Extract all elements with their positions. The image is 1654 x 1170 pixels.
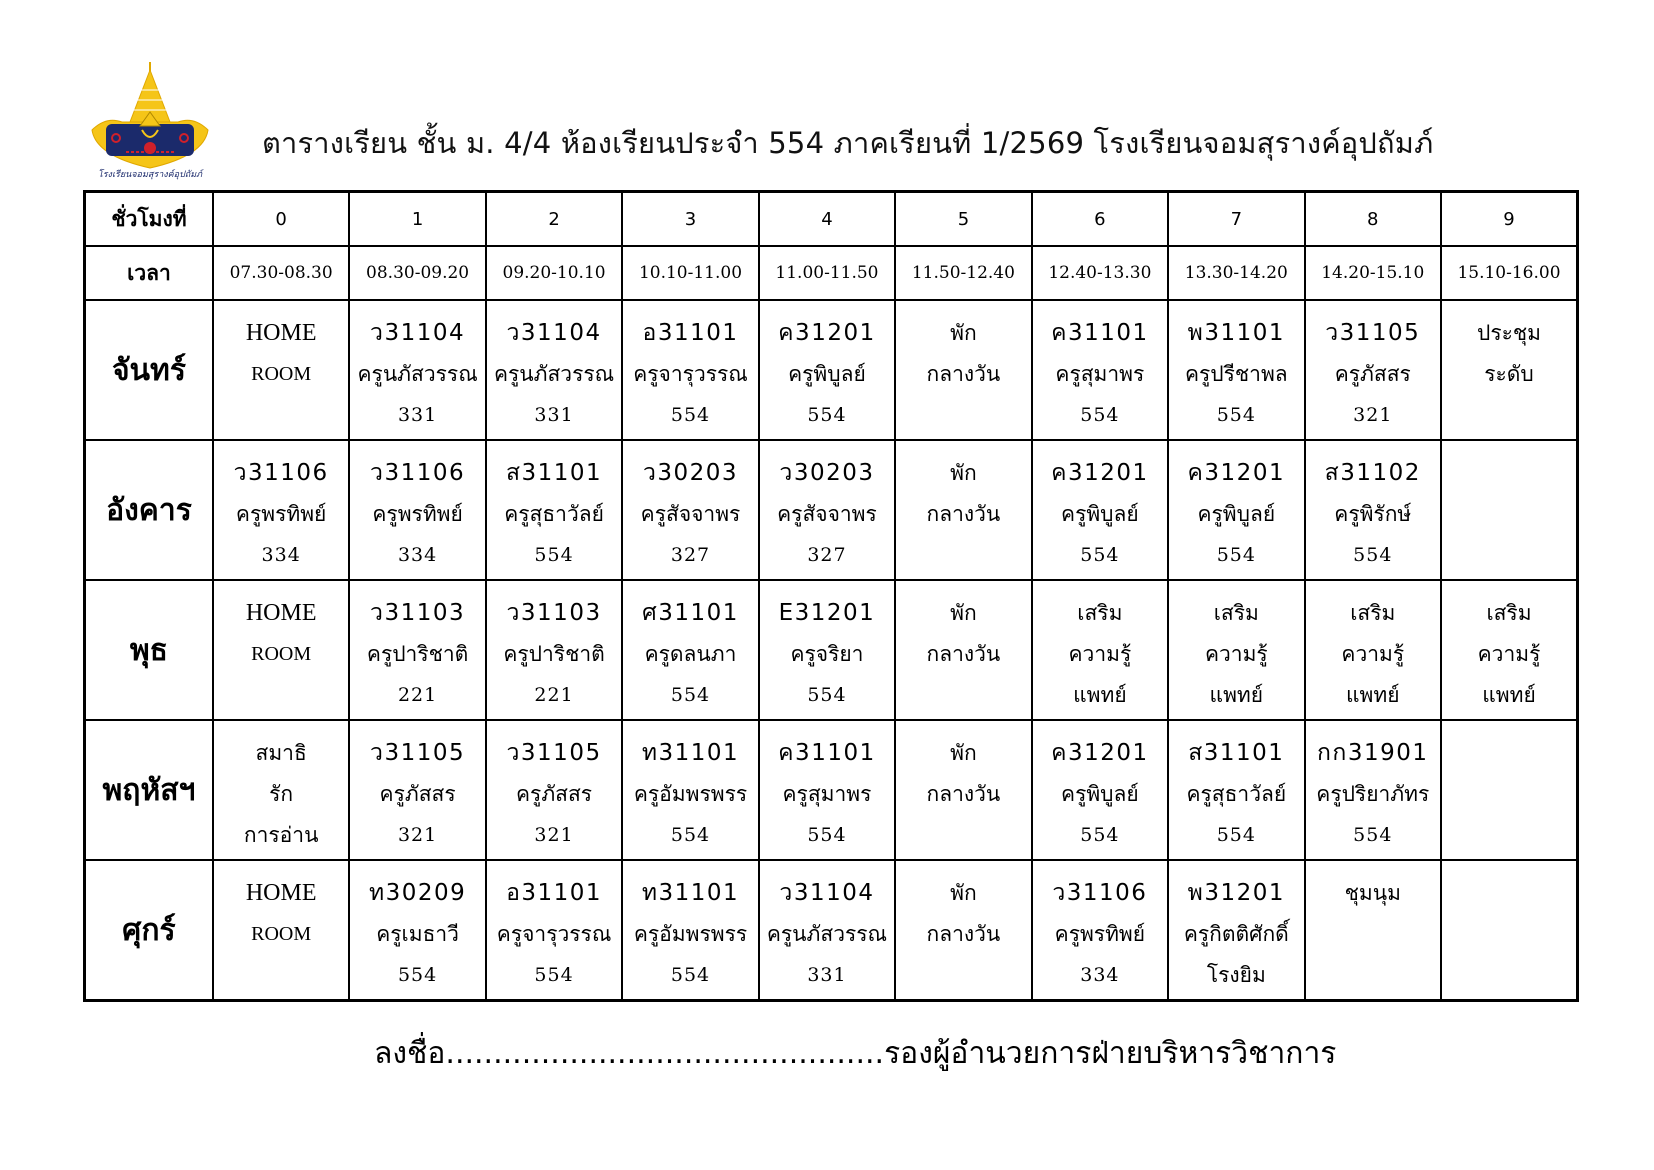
cell-content	[487, 721, 621, 856]
cell-content	[1442, 301, 1576, 436]
teacher-name: ครูจารุวรรณ	[633, 362, 748, 386]
schedule-cell	[213, 580, 349, 720]
schedule-cell	[895, 580, 1031, 720]
cell-content	[350, 581, 484, 716]
room-number: 321	[1353, 404, 1393, 426]
room-number: แพทย์	[1346, 683, 1400, 707]
subject-code: พัก	[950, 601, 977, 625]
teacher-name: ครูปาริชาติ	[366, 642, 469, 666]
schedule-cell	[486, 440, 622, 580]
schedule-cell	[349, 720, 485, 860]
teacher-name: ครูภัสสร	[516, 782, 593, 806]
schedule-cell	[1168, 720, 1304, 860]
teacher-name: ROOM	[251, 363, 312, 385]
period-number: 1	[349, 192, 485, 247]
time-slot: 15.10-16.00	[1441, 246, 1578, 300]
subject-code: อ31101	[642, 320, 739, 346]
subject-code: ประชุม	[1477, 321, 1541, 345]
teacher-name: ครูพิรักษ์	[1334, 502, 1412, 526]
cell-content	[623, 861, 757, 996]
room-number: 554	[1216, 824, 1256, 846]
subject-code: ค31201	[1187, 460, 1286, 486]
room-number: 554	[534, 964, 574, 986]
teacher-name: กลางวัน	[926, 642, 1001, 666]
cell-content	[760, 581, 894, 716]
subject-code: อ31101	[506, 880, 603, 906]
room-number: 221	[534, 684, 574, 706]
teacher-name: กลางวัน	[926, 502, 1001, 526]
page-title: ตารางเรียน ชั้น ม. 4/4 ห้องเรียนประจำ 554 ภาคเรียนที่ 1/2569 โรงเรียนจอมสุรางค์อุปถัมภ์	[262, 126, 1434, 160]
period-number: 6	[1032, 192, 1168, 247]
cell-content	[1033, 581, 1167, 716]
room-number: 554	[1080, 404, 1120, 426]
subject-code: ว30203	[779, 460, 875, 486]
room-number: การอ่าน	[243, 823, 319, 847]
room-number: 327	[807, 544, 847, 566]
schedule-cell	[1168, 300, 1304, 440]
time-label: เวลา	[85, 246, 213, 300]
time-header-row	[85, 246, 1578, 300]
teacher-name: ระดับ	[1484, 362, 1534, 386]
subject-code: ว31105	[1325, 320, 1421, 346]
subject-code: ค31101	[778, 740, 876, 766]
room-number: 554	[670, 824, 711, 846]
teacher-name: กลางวัน	[926, 922, 1001, 946]
day-row	[85, 580, 1578, 720]
subject-code: ว31104	[370, 320, 466, 346]
schedule-cell	[622, 440, 758, 580]
period-label: ชั่วโมงที่	[85, 192, 213, 247]
cell-content	[1169, 721, 1303, 856]
cell-content	[1442, 441, 1576, 576]
subject-code: E31201	[778, 600, 876, 626]
cell-content	[1033, 861, 1167, 996]
schedule-cell	[1032, 720, 1168, 860]
schedule-cell	[1305, 580, 1441, 720]
period-number: 8	[1305, 192, 1441, 247]
subject-code: สมาธิ	[255, 741, 307, 765]
schedule-cell	[486, 580, 622, 720]
teacher-name: ครูปรีชาพล	[1184, 362, 1288, 386]
cell-content	[214, 861, 348, 996]
teacher-name: ครูปริยาภัทร	[1316, 782, 1430, 806]
schedule-cell	[1441, 300, 1578, 440]
subject-code: เสริม	[1350, 601, 1396, 625]
teacher-name: ครูจารุวรรณ	[496, 922, 612, 946]
cell-content	[487, 441, 621, 576]
teacher-name: ครูปาริชาติ	[503, 642, 605, 666]
period-number: 4	[759, 192, 895, 247]
teacher-name: ครูสุธาวัลย์	[1186, 782, 1287, 806]
schedule-cell	[213, 720, 349, 860]
subject-code: ท30209	[368, 880, 467, 906]
period-header-row	[85, 192, 1578, 247]
room-number: โรงยิม	[1206, 963, 1266, 987]
schedule-cell	[1305, 300, 1441, 440]
cell-content	[1169, 441, 1303, 576]
subject-code: พัก	[950, 461, 977, 485]
subject-code: ว31106	[1052, 880, 1148, 906]
subject-code: HOME	[245, 320, 317, 346]
room-number: 334	[261, 544, 301, 566]
day-row	[85, 860, 1578, 1001]
schedule-cell	[349, 300, 485, 440]
subject-code: พ31201	[1187, 880, 1285, 906]
teacher-name: ความรู้	[1341, 642, 1405, 666]
room-number: 331	[534, 404, 574, 426]
teacher-name: ครูนภัสวรรณ	[357, 362, 478, 386]
cell-content	[214, 301, 348, 436]
teacher-name: ROOM	[251, 923, 312, 945]
room-number: 334	[1080, 964, 1120, 986]
room-number: 554	[534, 544, 574, 566]
teacher-name: ครูสุธาวัลย์	[504, 502, 604, 526]
teacher-name: ครูพิบูลย์	[788, 362, 866, 386]
teacher-name: ครูสัจจาพร	[777, 502, 877, 526]
time-slot: 13.30-14.20	[1168, 246, 1304, 300]
room-number: 554	[397, 964, 438, 986]
schedule-cell	[1032, 440, 1168, 580]
cell-content	[760, 721, 894, 856]
room-number: 327	[670, 544, 711, 566]
cell-content	[896, 441, 1030, 576]
schedule-cell	[213, 300, 349, 440]
cell-content	[1169, 861, 1303, 996]
teacher-name: ครูเมธาวี	[376, 922, 459, 946]
schedule-cell	[1441, 440, 1578, 580]
room-number: 321	[397, 824, 438, 846]
schedule-cell	[759, 580, 895, 720]
schedule-cell	[1441, 720, 1578, 860]
subject-code: ชุมนุม	[1344, 881, 1401, 905]
cell-content	[896, 581, 1030, 716]
time-slot: 07.30-08.30	[213, 246, 349, 300]
schedule-cell	[349, 440, 485, 580]
subject-code: ว31106	[233, 460, 329, 486]
schedule-cell	[759, 300, 895, 440]
schedule-cell	[1305, 440, 1441, 580]
teacher-name: ครูพิบูลย์	[1197, 502, 1276, 526]
time-slot: 14.20-15.10	[1305, 246, 1441, 300]
time-slot: 09.20-10.10	[486, 246, 622, 300]
schedule-cell	[349, 860, 485, 1001]
room-number: 331	[397, 404, 438, 426]
room-number: 554	[670, 404, 711, 426]
class-schedule-table	[83, 190, 1579, 1002]
school-emblem-icon	[86, 60, 214, 180]
teacher-name: ครูนภัสวรรณ	[493, 362, 615, 386]
teacher-name: รัก	[269, 782, 294, 806]
schedule-cell	[622, 300, 758, 440]
room-number: 554	[807, 404, 847, 426]
cell-content	[350, 721, 484, 856]
time-slot: 11.50-12.40	[895, 246, 1031, 300]
time-slot: 08.30-09.20	[349, 246, 485, 300]
subject-code: ค31101	[1051, 320, 1149, 346]
subject-code: ท31101	[641, 740, 740, 766]
schedule-cell	[895, 440, 1031, 580]
teacher-name: ครูภัสสร	[1334, 362, 1411, 386]
teacher-name: ครูพรทิพย์	[235, 502, 327, 526]
cell-content	[1033, 721, 1167, 856]
schedule-cell	[759, 720, 895, 860]
cell-content	[1169, 301, 1303, 436]
teacher-name: ครูจริยา	[790, 642, 864, 666]
period-number: 2	[486, 192, 622, 247]
cell-content	[623, 721, 757, 856]
subject-code: ว31104	[506, 320, 602, 346]
schedule-cell	[622, 580, 758, 720]
period-number: 3	[622, 192, 758, 247]
subject-code: ว31105	[506, 740, 602, 766]
cell-content	[487, 581, 621, 716]
cell-content	[623, 441, 757, 576]
day-label: จันทร์	[85, 300, 213, 440]
room-number: แพทย์	[1073, 683, 1127, 707]
room-number: 331	[807, 964, 847, 986]
cell-content	[350, 301, 484, 436]
subject-code: เสริม	[1077, 601, 1123, 625]
cell-content	[1306, 301, 1440, 436]
day-row	[85, 440, 1578, 580]
cell-content	[350, 441, 484, 576]
schedule-cell	[759, 440, 895, 580]
subject-code: ค31201	[778, 320, 876, 346]
room-number: 554	[807, 824, 847, 846]
room-number: 554	[1080, 824, 1120, 846]
svg-text:โรงเรียนจอมสุรางค์อุปถัมภ์: โรงเรียนจอมสุรางค์อุปถัมภ์	[97, 170, 203, 180]
cell-content	[1306, 861, 1440, 996]
cell-content	[1442, 721, 1576, 856]
cell-content	[1306, 441, 1440, 576]
schedule-cell	[1305, 720, 1441, 860]
time-slot: 11.00-11.50	[759, 246, 895, 300]
subject-code: ว30203	[642, 460, 739, 486]
teacher-name: ครูภัสสร	[379, 782, 456, 806]
subject-code: HOME	[245, 600, 317, 626]
cell-content	[1169, 581, 1303, 716]
cell-content	[214, 581, 348, 716]
subject-code: ส31101	[505, 460, 603, 486]
subject-code: HOME	[245, 880, 317, 906]
cell-content	[487, 301, 621, 436]
room-number: 554	[807, 684, 847, 706]
schedule-cell	[1441, 580, 1578, 720]
subject-code: ว31105	[370, 740, 466, 766]
cell-content	[760, 301, 894, 436]
cell-content	[760, 441, 894, 576]
cell-content	[1033, 441, 1167, 576]
teacher-name: ความรู้	[1477, 642, 1541, 666]
subject-code: พ31101	[1187, 320, 1285, 346]
day-row	[85, 300, 1578, 440]
teacher-name: ครูดลนภา	[644, 642, 737, 666]
schedule-cell	[213, 860, 349, 1001]
teacher-name: ครูพิบูลย์	[1061, 502, 1139, 526]
subject-code: กก31901	[1317, 740, 1429, 766]
teacher-name: กลางวัน	[926, 362, 1001, 386]
schedule-cell	[895, 720, 1031, 860]
time-slot: 12.40-13.30	[1032, 246, 1168, 300]
schedule-cell	[622, 720, 758, 860]
schedule-cell	[1441, 860, 1578, 1001]
teacher-name: ครูกิตติศักดิ์	[1183, 922, 1289, 946]
teacher-name: ครูพรทิพย์	[372, 502, 463, 526]
schedule-cell	[759, 860, 895, 1001]
teacher-name: ความรู้	[1068, 642, 1132, 666]
subject-code: ว31104	[779, 880, 875, 906]
room-number: 554	[1353, 544, 1393, 566]
subject-code: พัก	[950, 881, 977, 905]
cell-content	[760, 861, 894, 996]
teacher-name: ความรู้	[1204, 642, 1268, 666]
cell-content	[350, 861, 484, 996]
teacher-name: ครูอัมพรพรร	[633, 782, 748, 806]
schedule-cell	[1168, 860, 1304, 1001]
period-number: 7	[1168, 192, 1304, 247]
cell-content	[1306, 581, 1440, 716]
subject-code: ว31106	[370, 460, 466, 486]
cell-content	[1033, 301, 1167, 436]
teacher-name: ครูพรทิพย์	[1054, 922, 1146, 946]
period-number: 5	[895, 192, 1031, 247]
cell-content	[623, 581, 757, 716]
teacher-name: กลางวัน	[926, 782, 1001, 806]
room-number: แพทย์	[1209, 683, 1264, 707]
subject-code: ส31101	[1188, 740, 1285, 766]
subject-code: เสริม	[1213, 601, 1259, 625]
teacher-name: ครูสุมาพร	[1055, 362, 1145, 386]
subject-code: พัก	[950, 321, 977, 345]
subject-code: ท31101	[641, 880, 740, 906]
day-row	[85, 720, 1578, 860]
period-number: 0	[213, 192, 349, 247]
room-number: 554	[1216, 544, 1256, 566]
teacher-name: ครูสัจจาพร	[640, 502, 741, 526]
schedule-cell	[1168, 580, 1304, 720]
room-number: 554	[1216, 404, 1256, 426]
signature-line: ลงชื่อ..............................................รองผู้อำนวยการฝ่ายบริหารวิชาการ	[374, 1036, 1337, 1071]
schedule-cell	[1305, 860, 1441, 1001]
subject-code: ส31102	[1324, 460, 1421, 486]
teacher-name: ครูอัมพรพรร	[633, 922, 748, 946]
teacher-name: ครูนภัสวรรณ	[766, 922, 888, 946]
cell-content	[896, 301, 1030, 436]
day-label: พฤหัสฯ	[85, 720, 213, 860]
cell-content	[1442, 861, 1576, 996]
teacher-name: ครูสุมาพร	[782, 782, 872, 806]
room-number: 554	[1353, 824, 1393, 846]
schedule-cell	[1032, 860, 1168, 1001]
subject-code: ค31201	[1051, 740, 1149, 766]
subject-code: ว31103	[506, 600, 602, 626]
subject-code: ว31103	[370, 600, 466, 626]
cell-content	[214, 441, 348, 576]
cell-content	[487, 861, 621, 996]
subject-code: ศ31101	[642, 600, 739, 626]
schedule-cell	[1032, 300, 1168, 440]
school-logo	[86, 60, 214, 180]
day-label: ศุกร์	[85, 860, 213, 1001]
subject-code: พัก	[950, 741, 977, 765]
room-number: 554	[1080, 544, 1120, 566]
cell-content	[896, 861, 1030, 996]
period-number: 9	[1441, 192, 1578, 247]
room-number: แพทย์	[1482, 683, 1536, 707]
schedule-cell	[895, 860, 1031, 1001]
cell-content	[1442, 581, 1576, 716]
cell-content	[896, 721, 1030, 856]
schedule-cell	[486, 300, 622, 440]
schedule-cell	[213, 440, 349, 580]
room-number: 554	[670, 684, 711, 706]
schedule-cell	[486, 860, 622, 1001]
cell-content	[214, 721, 348, 856]
schedule-cell	[486, 720, 622, 860]
schedule-cell	[622, 860, 758, 1001]
day-label: พุธ	[85, 580, 213, 720]
room-number: 321	[534, 824, 574, 846]
day-label: อังคาร	[85, 440, 213, 580]
schedule-cell	[1032, 580, 1168, 720]
teacher-name: ROOM	[251, 643, 312, 665]
cell-content	[1306, 721, 1440, 856]
room-number: 554	[670, 964, 711, 986]
schedule-cell	[1168, 440, 1304, 580]
room-number: 221	[397, 684, 438, 706]
cell-content	[623, 301, 757, 436]
subject-code: เสริม	[1486, 601, 1532, 625]
schedule-cell	[349, 580, 485, 720]
time-slot: 10.10-11.00	[622, 246, 758, 300]
room-number: 334	[397, 544, 438, 566]
schedule-cell	[895, 300, 1031, 440]
subject-code: ค31201	[1051, 460, 1149, 486]
teacher-name: ครูพิบูลย์	[1061, 782, 1139, 806]
